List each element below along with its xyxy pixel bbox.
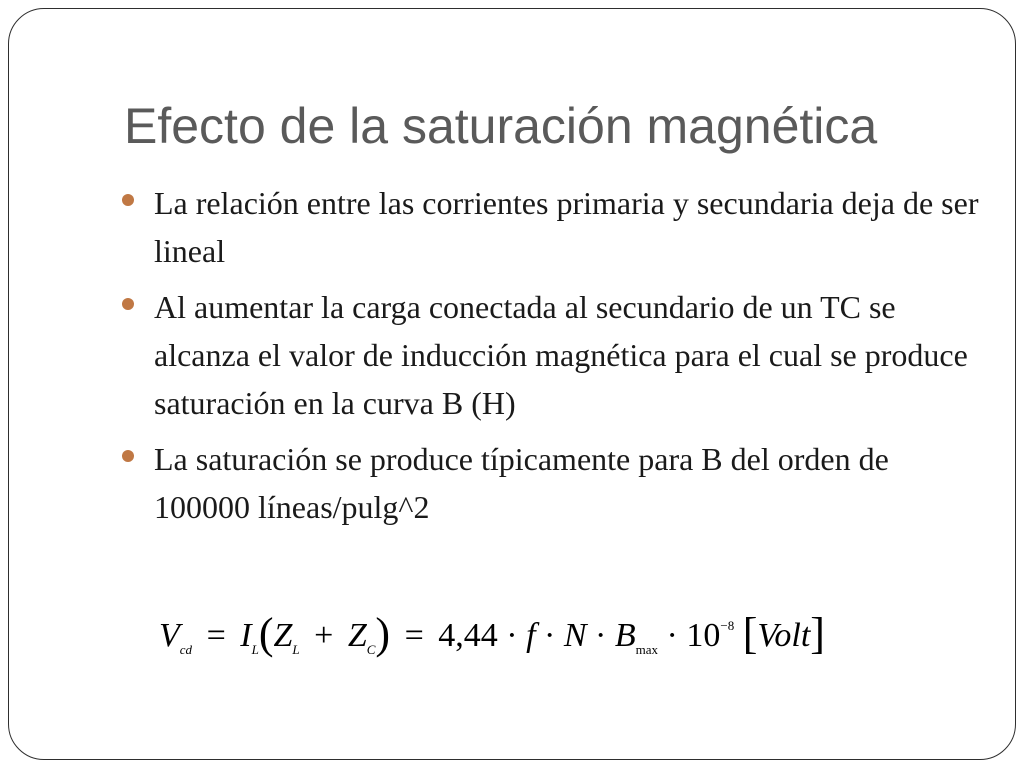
formula-lparen: ( [258,609,274,658]
bullet-item [122,179,982,275]
formula-v: V [159,617,180,654]
formula-dot: · [506,617,518,654]
formula-unit: Volt [757,617,811,654]
bullet-text: La relación entre las corrientes primaria y secundaria deja de ser lineal [154,185,979,269]
bullet-dot-icon [122,450,134,462]
slide-title: Efecto de la saturación magnética [124,98,878,154]
slide-frame [8,8,1016,760]
formula-z-load: Z [273,617,293,654]
bullet-item [122,283,982,427]
voltage-formula [159,601,825,675]
formula-b-sub: max [635,642,659,657]
bullet-list [122,179,982,539]
formula-rbracket: ] [810,609,825,658]
formula-ten: 10 [686,617,721,654]
formula-coef: 4,44 [438,617,498,654]
bullet-text: Al aumentar la carga conectada al secundario de un TC se alcanza el valor de inducción magnética para el cual se produce saturación en la curva B (H) [154,289,968,421]
formula-exp: −8 [720,618,735,633]
formula-b: B [614,617,636,654]
formula-plus: + [314,617,334,654]
formula-dot: · [595,617,607,654]
formula-dot: · [666,617,678,654]
formula-z-load-sub: L [292,642,300,657]
bullet-item [122,435,982,531]
formula-i: I [240,617,252,654]
formula-n: N [563,617,587,654]
formula-i-sub: L [251,642,259,657]
bullet-text: La saturación se produce típicamente para B del orden de 100000 líneas/pulg^2 [154,441,889,525]
formula-rparen: ) [375,609,391,658]
formula-f: f [526,617,536,654]
formula-z-cable: Z [347,617,367,654]
bullet-dot-icon [122,194,134,206]
formula-eq: = [404,617,424,654]
formula-eq: = [206,617,226,654]
bullet-dot-icon [122,298,134,310]
formula-dot: · [544,617,556,654]
formula-z-cable-sub: C [366,642,376,657]
formula-v-sub: cd [179,642,193,657]
formula-lbracket: [ [742,609,758,658]
